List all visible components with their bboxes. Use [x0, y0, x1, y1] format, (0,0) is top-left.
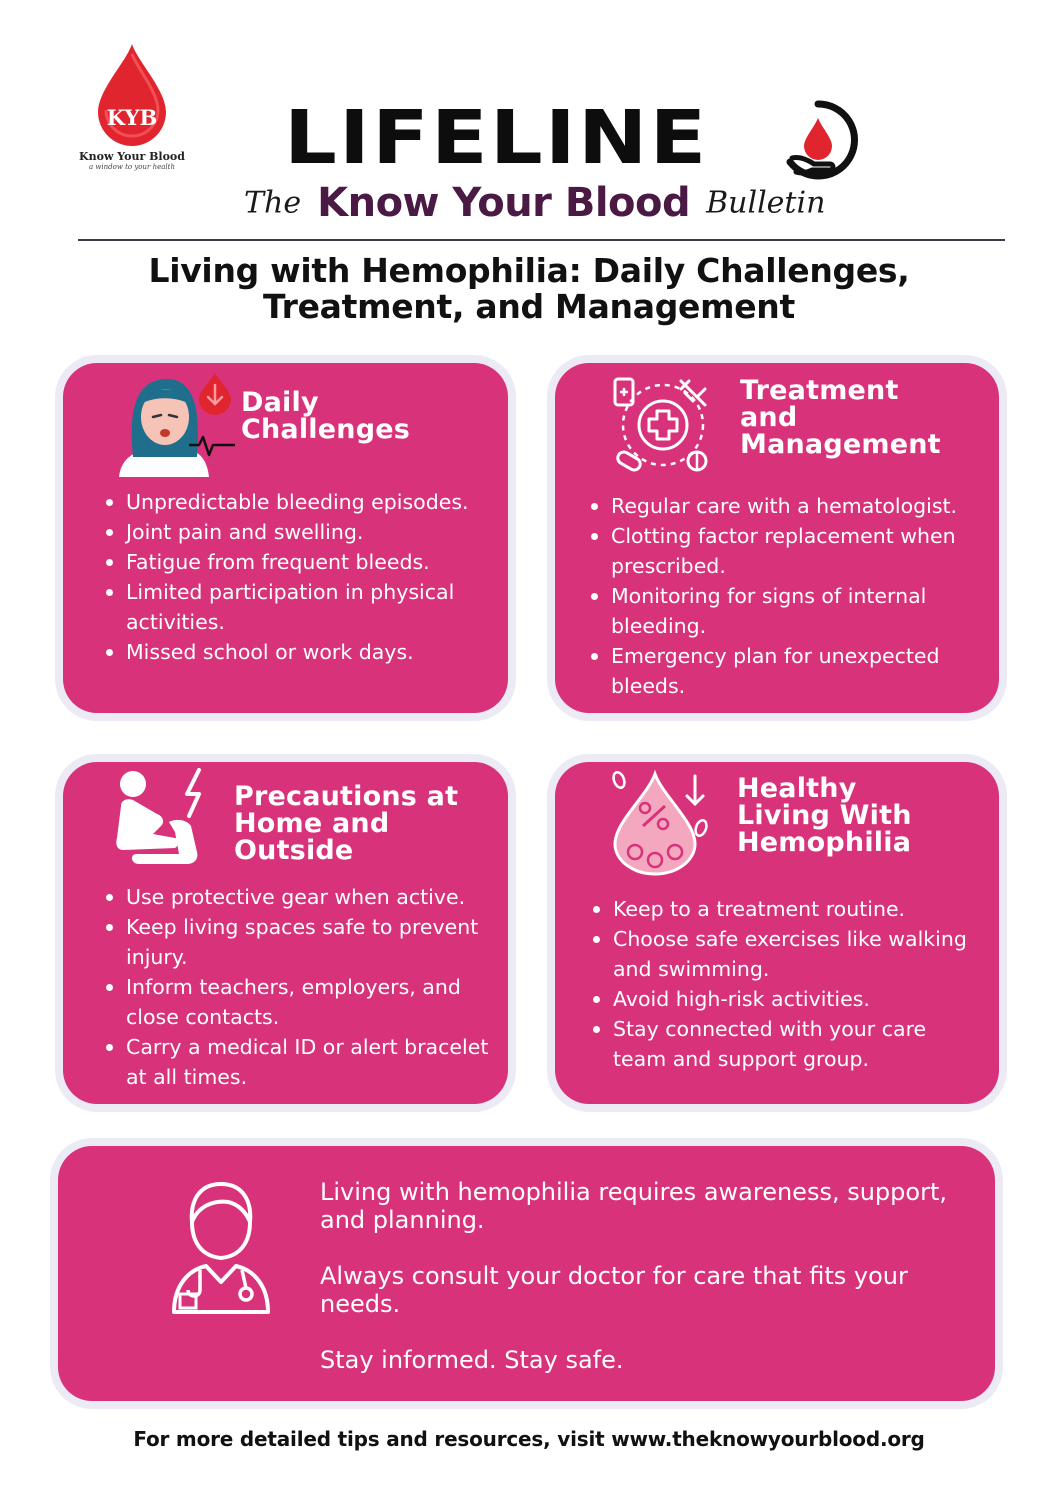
subtitle-suffix: Bulletin [706, 185, 826, 221]
treatment-title-line-2: and [740, 402, 798, 433]
logo-tagline: a window to your health [89, 163, 175, 171]
footer-resource-link[interactable]: For more detailed tips and resources, visit www.theknowyourblood.org [133, 1427, 925, 1451]
logo-name: Know Your Blood [79, 150, 185, 163]
list-item: Fatigue from frequent bleeds. [105, 547, 475, 577]
page-headline [80, 253, 978, 325]
daily-title-line-1: Daily [241, 387, 319, 418]
masthead-subtitle [244, 180, 864, 232]
list-item: Inform teachers, employers, and close contacts. [105, 972, 495, 1032]
headline-line-1: Living with Hemophilia: Daily Challenges, [148, 251, 910, 290]
list-item: Joint pain and swelling. [105, 517, 475, 547]
subtitle-prefix: The [244, 185, 302, 221]
healthy-title-line-3: Hemophilia [737, 827, 912, 858]
list-item: Keep living spaces safe to prevent injury. [105, 912, 495, 972]
list-item: Keep to a treatment routine. [592, 894, 982, 924]
healthy-title-line-2: Living With [737, 800, 912, 831]
list-item: Monitoring for signs of internal bleeding. [590, 581, 990, 641]
list-item: Stay connected with your care team and support group. [592, 1014, 982, 1074]
card-precautions [63, 762, 508, 1104]
list-item: Missed school or work days. [105, 637, 475, 667]
injured-person-icon [113, 766, 225, 870]
treatment-title-line-3: Management [740, 429, 941, 460]
list-item: Unpredictable bleeding episodes. [105, 487, 475, 517]
list-item: Emergency plan for unexpected bleeds. [590, 641, 990, 701]
healthy-list [592, 894, 982, 1074]
hand-blood-drop-icon [778, 100, 858, 180]
precautions-list [105, 882, 495, 1092]
precautions-title-line-1: Precautions at [234, 781, 459, 812]
list-item: Use protective gear when active. [105, 882, 495, 912]
kyb-logo [76, 40, 188, 190]
doctor-icon [170, 1178, 272, 1318]
blood-drop-percent-icon [611, 766, 715, 876]
healthy-title [737, 775, 912, 856]
list-item: Clotting factor replacement when prescribed. [590, 521, 990, 581]
card-summary [58, 1146, 995, 1401]
card-treatment-management [555, 363, 999, 713]
daily-title-line-2: Challenges [241, 414, 411, 445]
list-item: Choose safe exercises like walking and swimming. [592, 924, 982, 984]
healthy-title-line-1: Healthy [737, 773, 857, 804]
treatment-title [740, 377, 941, 458]
blood-drop-logo-icon [92, 40, 172, 148]
daily-list [105, 487, 475, 667]
subtitle-main: Know Your Blood [317, 180, 691, 226]
header-divider [78, 239, 1005, 241]
daily-title [241, 389, 410, 443]
headline-line-2: Treatment, and Management [263, 287, 795, 326]
list-item: Limited participation in physical activities. [105, 577, 475, 637]
treatment-title-line-1: Treatment [740, 375, 899, 406]
card-healthy-living [555, 762, 999, 1104]
list-item: Avoid high-risk activities. [592, 984, 982, 1014]
precautions-title [234, 783, 458, 864]
medical-treatment-icon [611, 373, 715, 477]
precautions-title-line-3: Outside [234, 835, 354, 866]
treatment-list [590, 491, 990, 701]
list-item: Carry a medical ID or alert bracelet at all times. [105, 1032, 495, 1092]
summary-paragraph-3: Stay informed. Stay safe. [320, 1346, 624, 1374]
masthead-title: LIFELINE [284, 95, 709, 181]
card-daily-challenges [63, 363, 508, 713]
summary-paragraph-2: Always consult your doctor for care that fits your needs. [320, 1262, 908, 1318]
logo-initials: KYB [106, 105, 158, 130]
sick-person-icon [115, 365, 243, 477]
summary-paragraph-1: Living with hemophilia requires awareness, support, and planning. [320, 1178, 947, 1234]
list-item: Regular care with a hematologist. [590, 491, 990, 521]
precautions-title-line-2: Home and [234, 808, 390, 839]
summary-text [320, 1178, 960, 1402]
masthead [284, 95, 884, 181]
